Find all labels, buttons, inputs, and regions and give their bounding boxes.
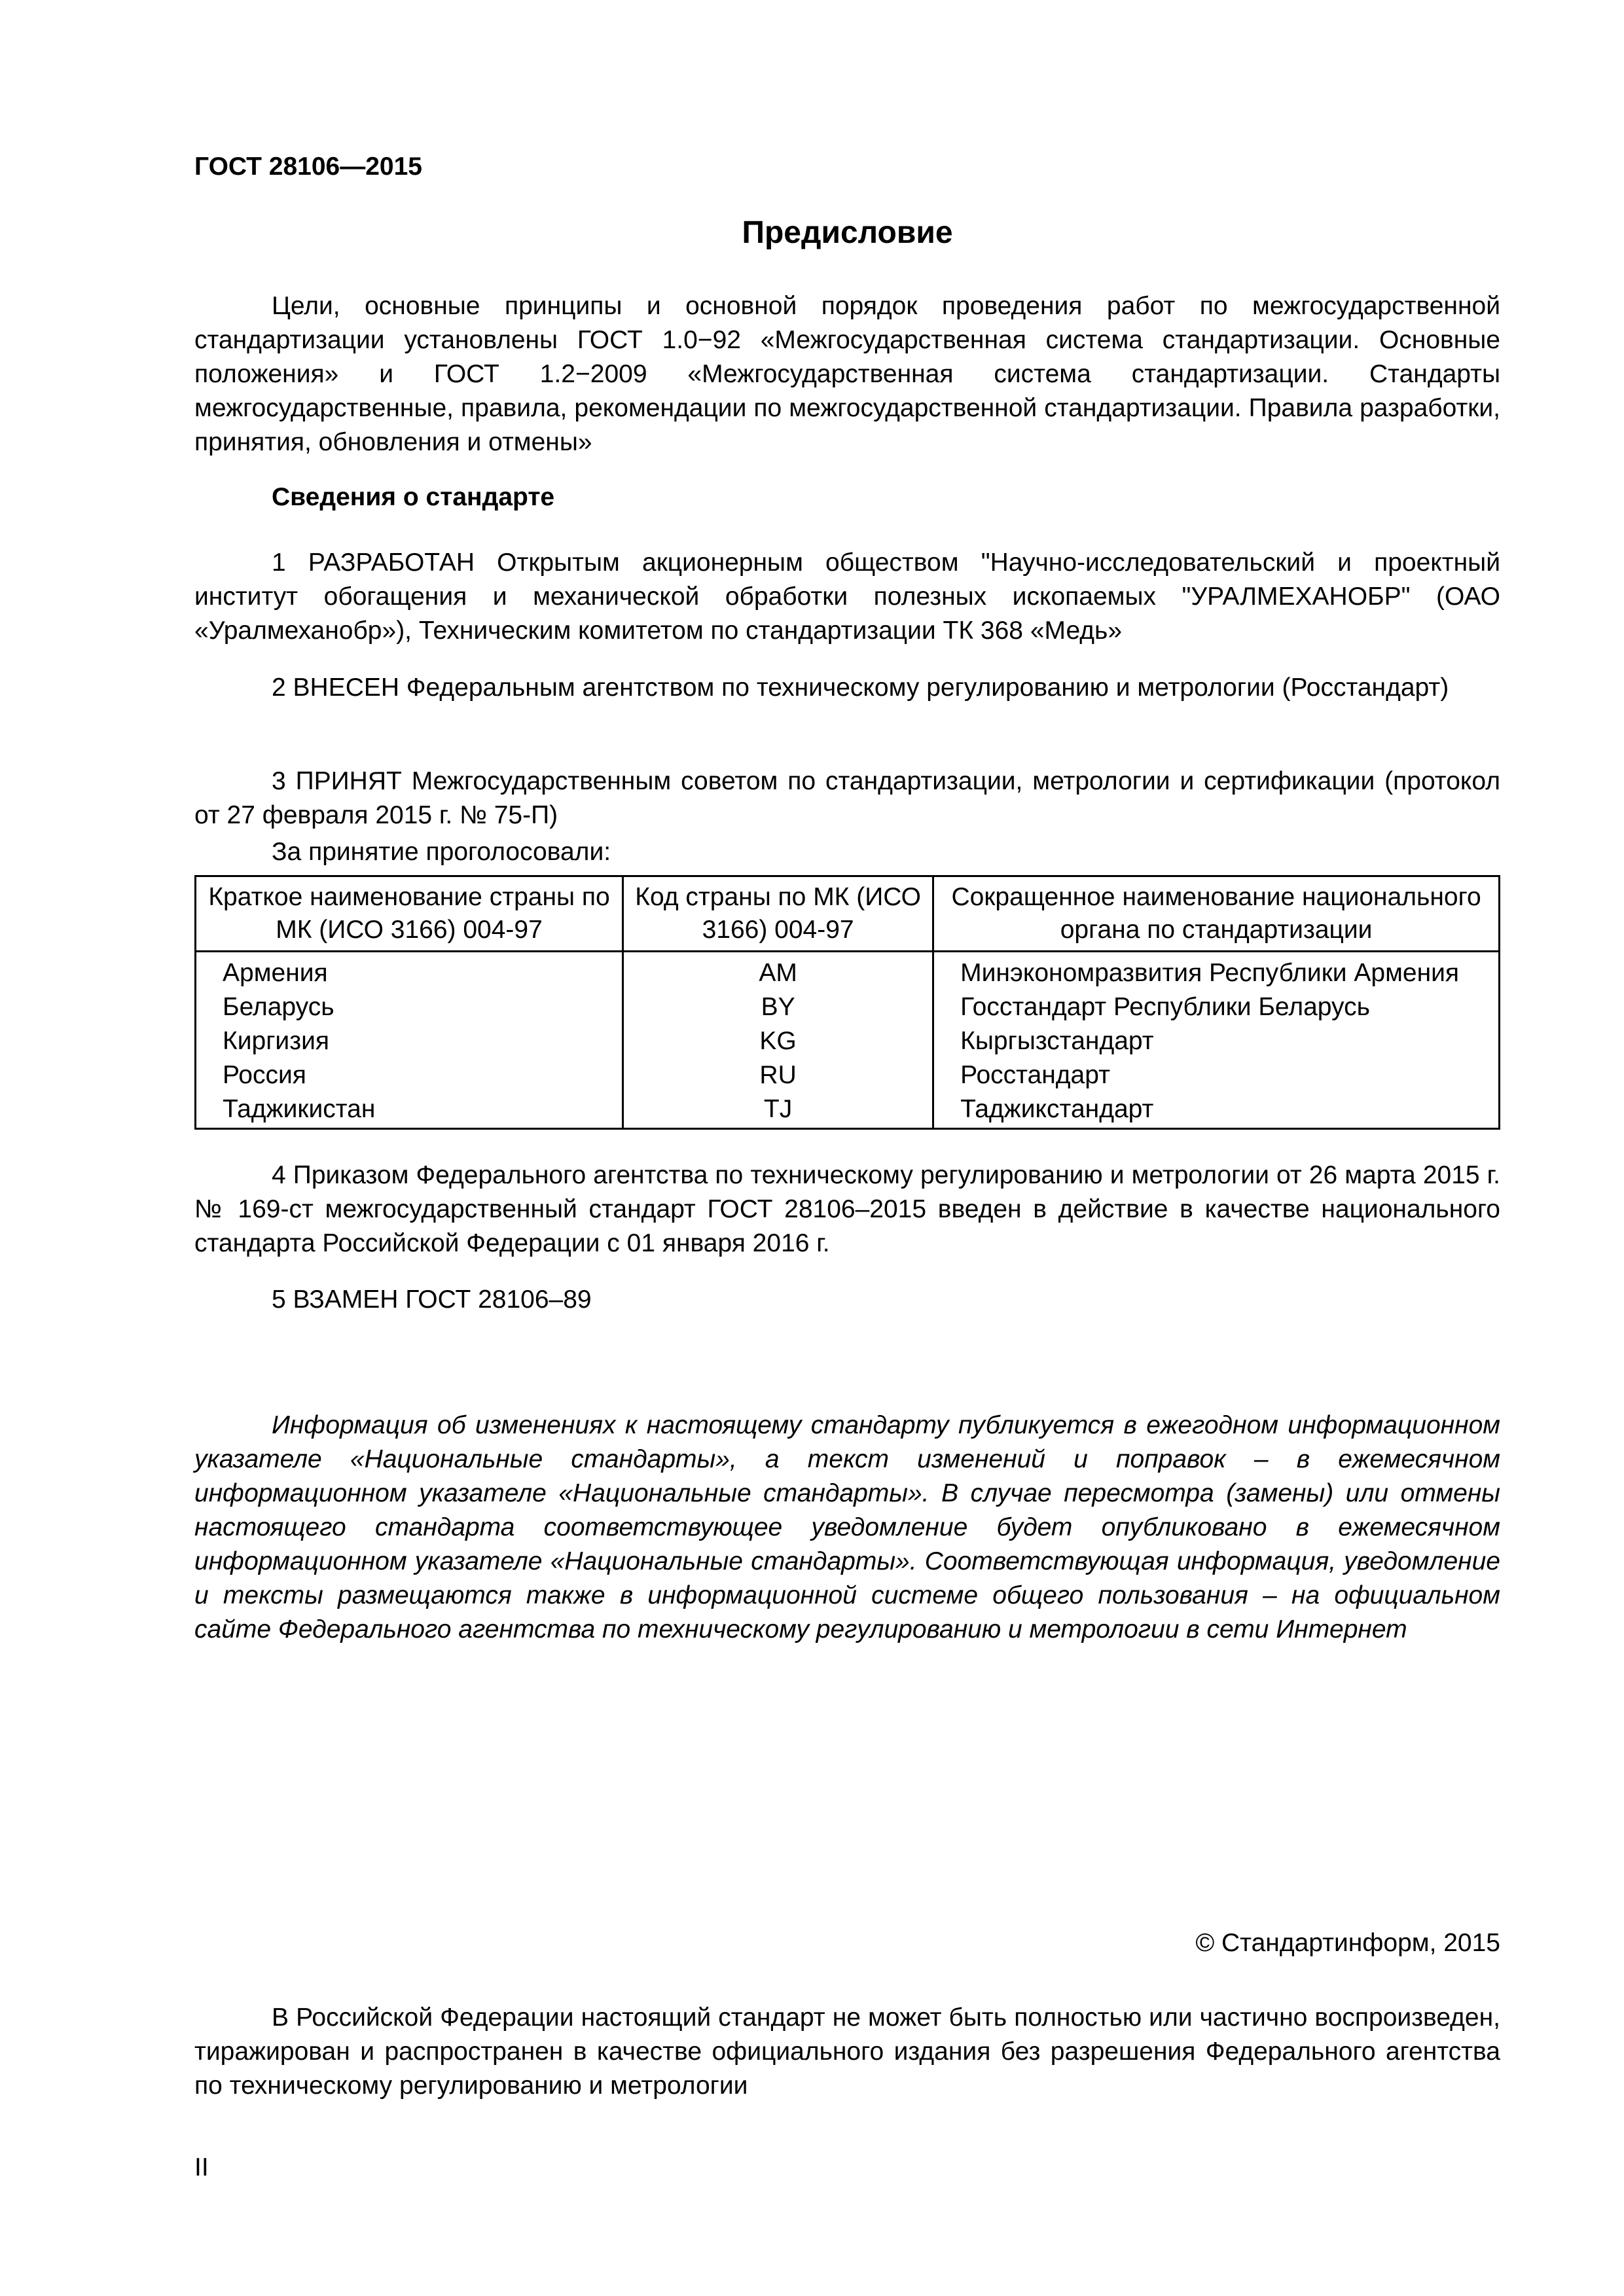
table-row	[196, 1058, 1500, 1092]
copyright-line: © Стандартинформ, 2015	[1195, 1929, 1500, 1957]
table-row	[196, 952, 1500, 991]
intro-paragraph: Цели, основные принципы и основной порядок проведения работ по межгосударственной стандартизации установлены ГОСТ 1.0−92 «Межгосударственная система стандартизации. Основные положения» и ГОСТ 1.2−2009 «Межгосударственная система стандартизации. Стандарты межгосударственные, правила, рекомендации по межгосударственной стандартизации. Правила разработки, принятия, обновления и отмены»	[194, 292, 1500, 456]
header-country-name: Краткое наименование страны по МК (ИСО 3166) 004-97	[196, 876, 623, 952]
country-code: BY	[623, 990, 933, 1024]
country-name: Киргизия	[196, 1024, 623, 1058]
item-replaces: 5 ВЗАМЕН ГОСТ 28106–89	[272, 1285, 592, 1314]
national-body: Таджикстандарт	[933, 1092, 1500, 1129]
page-number: II	[194, 2153, 209, 2181]
country-code: KG	[623, 1024, 933, 1058]
country-name: Армения	[196, 952, 623, 991]
country-name: Беларусь	[196, 990, 623, 1024]
item-introduced: 2 ВНЕСЕН Федеральным агентством по техническому регулированию и метрологии (Росстандарт)	[272, 673, 1449, 702]
amendments-notice: Информация об изменениях к настоящему стандарту публикуется в ежегодном информационном указателе «Национальные стандарты», а текст изменений и поправок – в ежемесячном информационном указателе «Национальные стандарты». В случае пересмотра (замены) или отмены настоящего стандарта соответствующее уведомление будет опубликовано в ежемесячном информационном указателе «Национальные стандарты». Соответствующая информация, уведомление и тексты размещаются также в информационной системе общего пользования – на официальном сайте Федерального агентства по техническому регулированию и метрологии в сети Интернет	[194, 1411, 1500, 1643]
item-enacted: 4 Приказом Федерального агентства по техническому регулированию и метрологии от 26 марта 2015 г. № 169-ст межгосударственный стандарт ГОСТ 28106–2015 введен в действие в качестве национального стандарта Российской Федерации с 01 января 2016 г.	[194, 1161, 1500, 1257]
national-body: Кыргызстандарт	[933, 1024, 1500, 1058]
country-code: RU	[623, 1058, 933, 1092]
vote-label: За принятие проголосовали:	[272, 838, 611, 866]
country-name: Таджикистан	[196, 1092, 623, 1129]
country-code: TJ	[623, 1092, 933, 1129]
item-adopted: 3 ПРИНЯТ Межгосударственным советом по стандартизации, метрологии и сертификации (протокол от 27 февраля 2015 г. № 75-П)	[194, 767, 1500, 829]
national-body: Росстандарт	[933, 1058, 1500, 1092]
national-body: Минэкономразвития Республики Армения	[933, 952, 1500, 991]
legal-notice: В Российской Федерации настоящий стандарт не может быть полностью или частично воспроизведен, тиражирован и распространен в качестве официального издания без разрешения Федерального агентства по техническому регулированию и метрологии	[194, 2003, 1500, 2100]
item-developed: 1 РАЗРАБОТАН Открытым акционерным обществом "Научно-исследовательский и проектный институт обогащения и механической обработки полезных ископаемых "УРАЛМЕХАНОБР" (ОАО «Уралмеханобр»), Техническим комитетом по стандартизации ТК 368 «Медь»	[194, 548, 1500, 645]
member-states-table	[194, 875, 1500, 1130]
table-header-row	[196, 876, 1500, 952]
national-body: Госстандарт Республики Беларусь	[933, 990, 1500, 1024]
country-code: AM	[623, 952, 933, 991]
header-country-code: Код страны по МК (ИСО 3166) 004-97	[623, 876, 933, 952]
table-row	[196, 990, 1500, 1024]
country-name: Россия	[196, 1058, 623, 1092]
page-title: Предисловие	[742, 215, 953, 250]
table-row	[196, 1024, 1500, 1058]
info-heading: Сведения о стандарте	[272, 483, 555, 511]
document-id: ГОСТ 28106—2015	[194, 152, 422, 181]
table-row	[196, 1092, 1500, 1129]
header-national-body: Сокращенное наименование национального органа по стандартизации	[933, 876, 1500, 952]
